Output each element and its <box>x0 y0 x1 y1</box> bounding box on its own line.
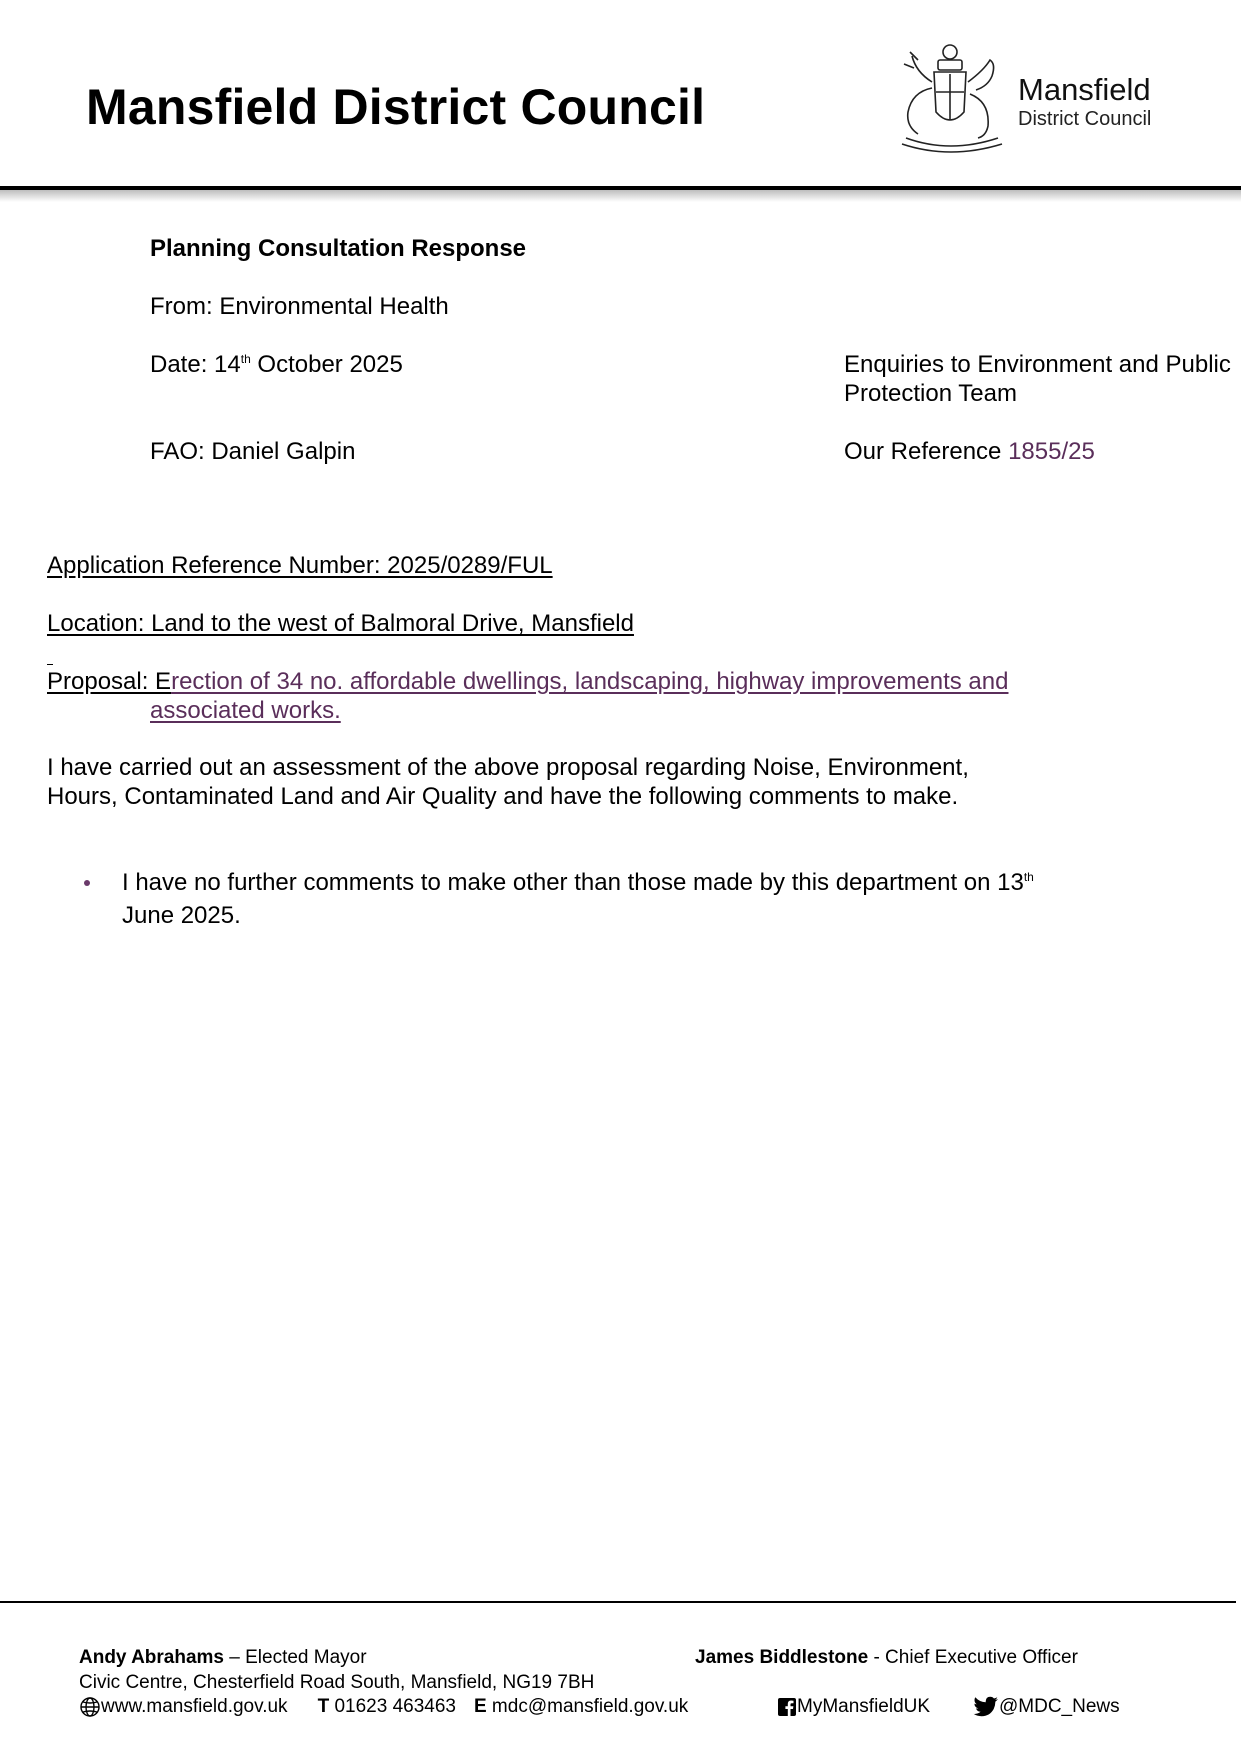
location-line: Location: Land to the west of Balmoral Drive, Mansfield <box>47 610 634 637</box>
footer-divider <box>0 1601 1236 1603</box>
logo-subtitle: District Council <box>1018 108 1152 130</box>
date-ordinal: th <box>240 352 251 366</box>
twitter-line <box>973 1695 1120 1719</box>
fao-line: FAO: Daniel Galpin <box>150 438 356 465</box>
our-reference-label: Our Reference <box>844 438 1009 465</box>
facebook-icon <box>777 1697 797 1717</box>
facebook-handle[interactable]: MyMansfieldUK <box>797 1696 931 1717</box>
phone-label: T <box>317 1696 330 1717</box>
facebook-line <box>777 1695 930 1719</box>
date-line <box>150 351 403 379</box>
doc-heading: Planning Consultation Response <box>150 235 527 262</box>
assessment-line-1: I have carried out an assessment of the above proposal regarding Noise, Environment, <box>47 754 969 781</box>
bullet-line-2: June 2025. <box>122 902 241 929</box>
council-crest-icon <box>898 42 1008 154</box>
from-line: From: Environmental Health <box>150 293 449 320</box>
proposal-label: Proposal: E <box>47 668 172 695</box>
twitter-handle[interactable]: @MDC_News <box>999 1696 1120 1717</box>
proposal-line-1 <box>47 668 1008 696</box>
website-link[interactable]: www.mansfield.gov.uk <box>101 1696 288 1717</box>
assessment-line-2: Hours, Contaminated Land and Air Quality and have the following comments to make. <box>47 783 959 810</box>
contact-line <box>79 1695 688 1719</box>
globe-icon <box>79 1696 101 1718</box>
bullet-text-1: I have no further comments to make other than those made by this department on 13 <box>122 869 1024 896</box>
stray-mark <box>47 664 53 665</box>
email-link[interactable]: mdc@mansfield.gov.uk <box>486 1696 689 1717</box>
enquiries-line-2: Protection Team <box>844 380 1017 407</box>
our-reference <box>844 438 1095 466</box>
mayor-line <box>79 1646 367 1670</box>
proposal-text-1: rection of 34 no. affordable dwellings, landscaping, highway improvements and <box>171 668 1009 695</box>
logo-wordmark: Mansfield <box>1018 72 1151 107</box>
date-prefix: Date: 14 <box>150 351 241 378</box>
our-reference-value: 1855/25 <box>1008 438 1095 465</box>
address-line: Civic Centre, Chesterfield Road South, Mansfield, NG19 7BH <box>79 1672 595 1693</box>
twitter-icon <box>973 1696 999 1718</box>
bullet-line-1 <box>122 869 1034 897</box>
mayor-name: Andy Abrahams <box>79 1647 224 1668</box>
bullet-dot <box>84 880 90 886</box>
enquiries-line-1: Enquiries to Environment and Public <box>844 351 1231 378</box>
page-title: Mansfield District Council <box>86 79 706 135</box>
phone-number: 01623 463463 <box>329 1696 456 1717</box>
ceo-line <box>695 1646 1078 1670</box>
mayor-role: – Elected Mayor <box>224 1647 367 1668</box>
application-reference: Application Reference Number: 2025/0289/FUL <box>47 552 553 579</box>
ceo-role: - Chief Executive Officer <box>868 1647 1078 1668</box>
bullet-ordinal: th <box>1023 870 1034 884</box>
date-suffix: October 2025 <box>250 351 403 378</box>
ceo-name: James Biddlestone <box>695 1647 869 1668</box>
proposal-text-2: associated works. <box>150 697 341 724</box>
header-divider-shadow <box>0 190 1241 202</box>
email-label: E <box>473 1696 487 1717</box>
